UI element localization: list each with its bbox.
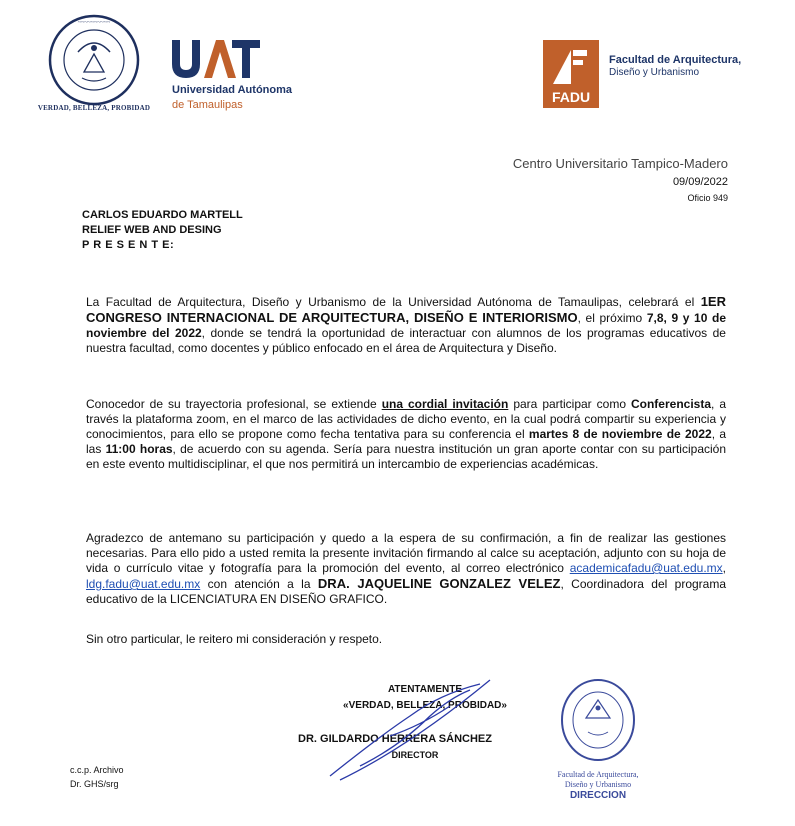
uat-seal-logo [48,14,140,106]
handwritten-signature [320,676,500,786]
campus-location: Centro Universitario Tampico-Madero [512,156,728,171]
paragraph-1 [86,294,726,356]
fadu-logo-text: FADU [551,89,591,105]
p2-text-b: para participar como [513,397,626,411]
signer-name: DR. GILDARDO HERRERA SÁNCHEZ [298,733,492,745]
fadu-name-line2: Diseño y Urbanismo [609,67,700,78]
fadu-name-line1: Facultad de Arquitectura, [609,54,742,66]
document-date: 09/09/2022 [672,176,728,188]
addressee-name: CARLOS EDUARDO MARTELL [82,209,243,221]
p1-text-c: , donde se tendrá la oportunidad de interactuar con alumnos de los programas educativos de nuestra facultad, como docentes y público enfocado en el área de Arquitectura y Diseño. [86,326,726,355]
signature-motto: «VERDAD, BELLEZA, PROBIDAD» [343,700,507,711]
email-link-academica[interactable]: academicafadu@uat.edu.mx [569,561,723,575]
signer-title: DIRECTOR [391,750,439,760]
p1-text-a: La Facultad de Arquitectura, Diseño y Urbanismo de la Universidad Autónoma de Tamaulipas, celebrará el [86,295,695,309]
email-link-ldg[interactable]: ldg.fadu@uat.edu.mx [86,577,201,591]
p3-text-b: con atención a la [207,577,311,591]
addressee-company: RELIEF WEB AND DESING [82,224,222,236]
paragraph-4: Sin otro particular, le reitero mi consideración y respeto. [86,632,383,646]
paragraph-3 [86,531,726,607]
seal-motto: VERDAD, BELLEZA, PROBIDAD [37,104,151,112]
uat-name-line2: de Tamaulipas [172,99,243,111]
p3-text-c: , Coordinadora del programa educativo de la LICENCIATURA EN DISEÑO GRAFICO. [86,577,727,606]
direccion-stamp [560,678,636,762]
event-dates: 7,8, 9 y 10 de noviembre del 2022 [86,311,726,340]
p1-text-b: , el próximo [577,311,643,325]
stamp-department: DIRECCION [569,790,627,801]
invitation-phrase: una cordial invitación [381,397,509,411]
closing-text: ATENTAMENTE [387,684,463,695]
p2-text-d: , a las [86,427,727,456]
stamp-line1: Facultad de Arquitectura, [557,770,639,779]
oficio-number: Oficio 949 [687,193,728,203]
p2-text-e: , de acuerdo con su agenda. Sería para nuestra institución un gran aporte contar con su participación en este evento multidisciplinar, el que nos permitirá un intercambio de experiencias académicas. [86,442,727,471]
addressee-greeting: P R E S E N T E: [82,239,175,251]
role-label: Conferencista [630,397,712,411]
uat-logo [170,38,262,80]
paragraph-2 [86,397,726,472]
stamp-line2: Diseño y Urbanismo [564,780,632,789]
p2-text-c: , a través la plataforma zoom, en el marco de las actividades de dicho evento, en la cual podrá compartir su experiencia y conocimientos, para ello se propone como fecha tentativa para su conferencia el [86,397,727,441]
uat-name-line1: Universidad Autónoma [172,84,292,96]
coordinator-name: DRA. JAQUELINE GONZALEZ VELEZ [317,576,561,591]
p3-text-a: Agradezco de antemano su participación y quedo a la espera de su confirmación, a fin de realizar las gestiones necesarias. Para ello pido a usted remita la presente invitación firmando al calce su aceptación, adjunto con su hoja de vida o currículo vitae y fotografía para la promoción del evento, al correo electrónico [86,531,726,575]
svg-text:~~~~~~~~~~: ~~~~~~~~~~ [77,20,111,26]
conference-time: 11:00 horas [105,442,173,456]
conference-date: martes 8 de noviembre de 2022 [528,427,712,441]
stamp-text [548,770,648,790]
p2-text-a: Conocedor de su trayectoria profesional, se extiende [86,397,377,411]
ccp-archive: c.c.p. Archivo [70,765,124,775]
event-name: 1ER CONGRESO INTERNACIONAL DE ARQUITECTURA, DISEÑO E INTERIORISMO [86,294,726,325]
ccp-initials: Dr. GHS/srg [70,779,119,789]
p3-sep: , [722,561,726,575]
fadu-logo [543,40,599,108]
